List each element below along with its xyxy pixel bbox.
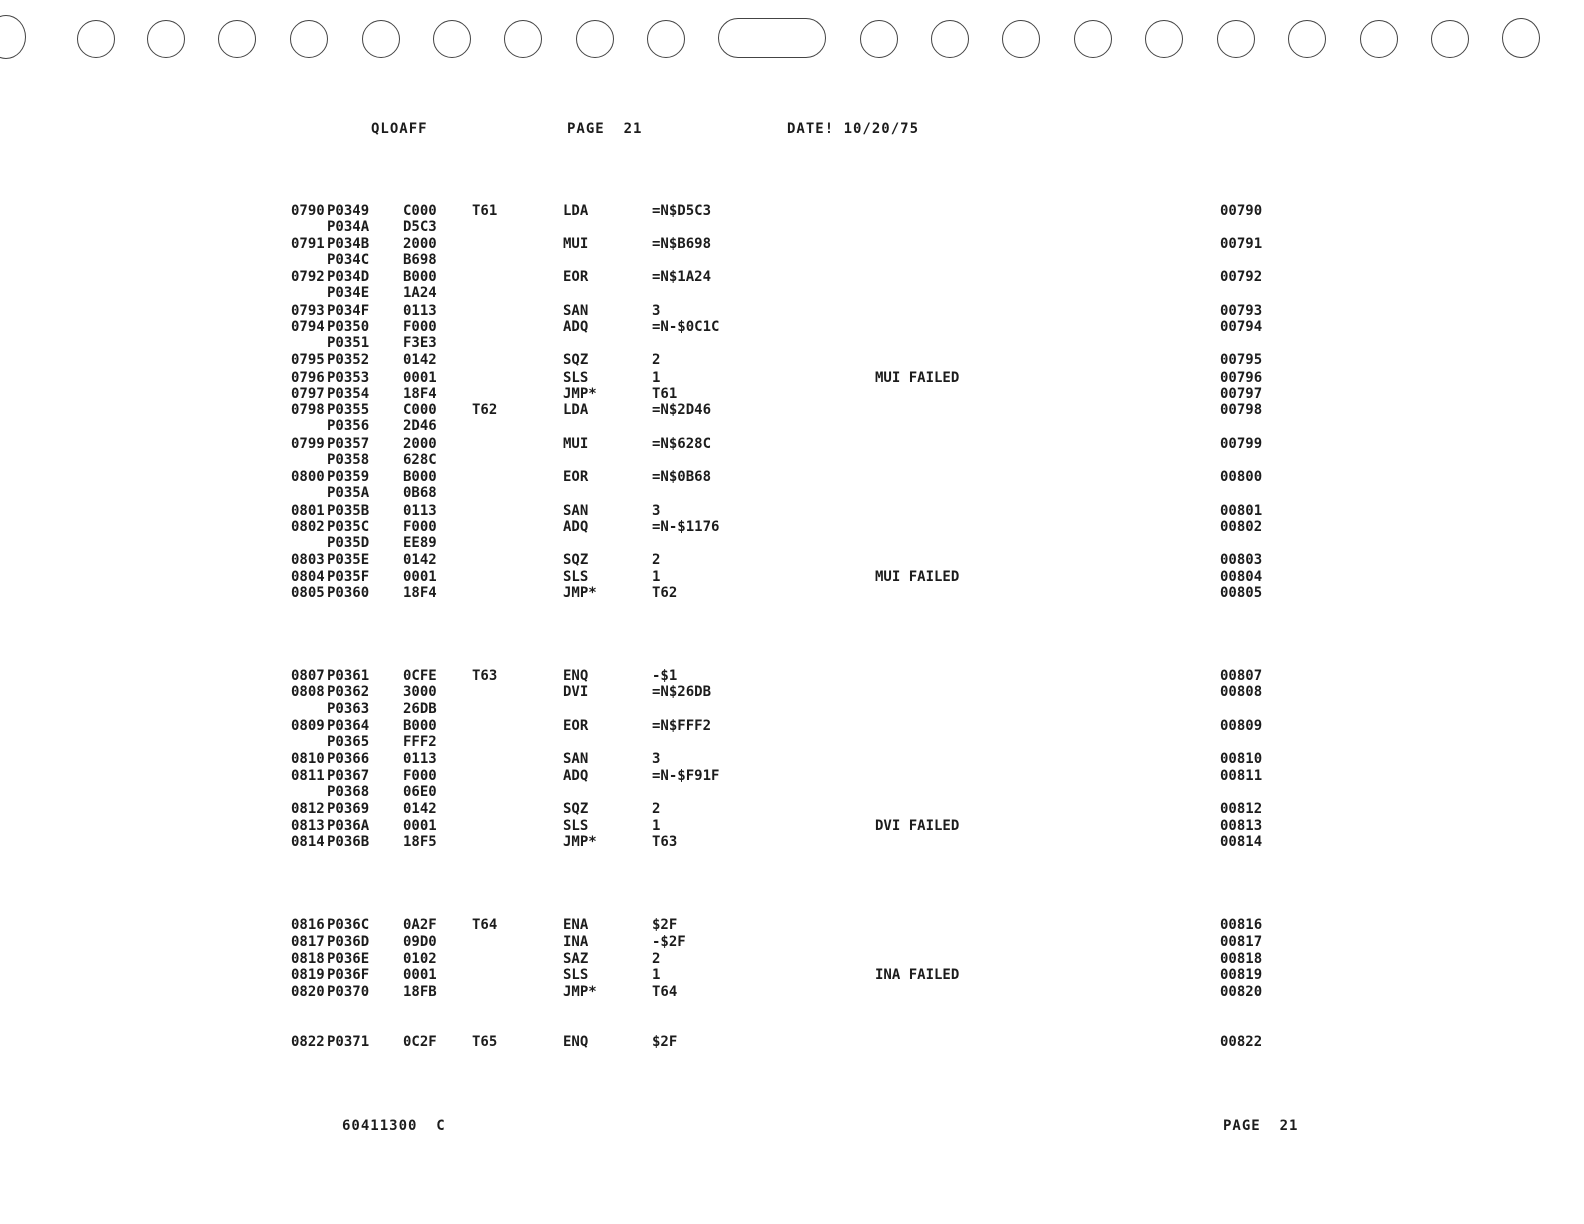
address: P0367: [327, 768, 370, 784]
sequence-number: 00796: [1220, 370, 1263, 386]
object-code: F000: [403, 768, 437, 784]
operand: $2F: [652, 1034, 678, 1050]
operand: 3: [652, 751, 661, 767]
line-number: 0794: [291, 319, 325, 335]
opcode: LDA: [563, 402, 589, 418]
address: P036E: [327, 951, 370, 967]
listing-row: [0, 801, 1584, 817]
line-number: 0814: [291, 834, 325, 850]
line-number: 0790: [291, 203, 325, 219]
operand: 1: [652, 569, 661, 585]
object-code: 0102: [403, 951, 437, 967]
opcode: JMP*: [563, 834, 597, 850]
address: P0349: [327, 203, 370, 219]
label: T64: [472, 917, 498, 933]
sequence-number: 00800: [1220, 469, 1263, 485]
label: T62: [472, 402, 498, 418]
listing-row: [0, 684, 1584, 700]
object-code: F3E3: [403, 335, 437, 351]
opcode: SLS: [563, 370, 589, 386]
feed-hole-icon: [147, 20, 185, 58]
line-number: 0809: [291, 718, 325, 734]
operand: =N$2D46: [652, 402, 712, 418]
document-number: 60411300 C: [342, 1118, 446, 1134]
listing-row: [0, 418, 1584, 434]
sequence-number: 00801: [1220, 503, 1263, 519]
opcode: SQZ: [563, 552, 589, 568]
opcode: ENQ: [563, 1034, 589, 1050]
address: P0363: [327, 701, 370, 717]
line-number: 0810: [291, 751, 325, 767]
operand: -$2F: [652, 934, 686, 950]
address: P035D: [327, 535, 370, 551]
object-code: F000: [403, 519, 437, 535]
comment: MUI FAILED: [875, 370, 960, 386]
object-code: 26DB: [403, 701, 437, 717]
object-code: 628C: [403, 452, 437, 468]
listing-row: [0, 319, 1584, 335]
object-code: 0C2F: [403, 1034, 437, 1050]
operand: =N-$0C1C: [652, 319, 720, 335]
address: P036D: [327, 934, 370, 950]
line-number: 0799: [291, 436, 325, 452]
address: P0371: [327, 1034, 370, 1050]
address: P0365: [327, 734, 370, 750]
sequence-number: 00792: [1220, 269, 1263, 285]
footer-page-number: PAGE 21: [1223, 1118, 1299, 1134]
object-code: 2000: [403, 236, 437, 252]
line-number: 0793: [291, 303, 325, 319]
listing-row: [0, 1034, 1584, 1050]
operand: T61: [652, 386, 678, 402]
address: P035C: [327, 519, 370, 535]
object-code: 0001: [403, 818, 437, 834]
sequence-number: 00809: [1220, 718, 1263, 734]
address: P0351: [327, 335, 370, 351]
address: P034C: [327, 252, 370, 268]
listing-row: [0, 386, 1584, 402]
operand: 2: [652, 951, 661, 967]
listing-row: [0, 768, 1584, 784]
operand: 2: [652, 552, 661, 568]
listing-row: [0, 452, 1584, 468]
object-code: 0001: [403, 569, 437, 585]
address: P0370: [327, 984, 370, 1000]
sequence-number: 00791: [1220, 236, 1263, 252]
opcode: SAN: [563, 751, 589, 767]
line-number: 0813: [291, 818, 325, 834]
line-number: 0822: [291, 1034, 325, 1050]
listing-row: [0, 485, 1584, 501]
listing-row: [0, 335, 1584, 351]
sequence-number: 00799: [1220, 436, 1263, 452]
object-code: 0CFE: [403, 668, 437, 684]
line-number: 0817: [291, 934, 325, 950]
sequence-number: 00820: [1220, 984, 1263, 1000]
opcode: SLS: [563, 818, 589, 834]
address: P0364: [327, 718, 370, 734]
opcode: SAZ: [563, 951, 589, 967]
listing-row: [0, 269, 1584, 285]
listing-row: [0, 784, 1584, 800]
feed-hole-icon: [0, 15, 26, 59]
tractor-feed-holes: [0, 0, 1584, 80]
object-code: 1A24: [403, 285, 437, 301]
line-number: 0811: [291, 768, 325, 784]
sequence-number: 00793: [1220, 303, 1263, 319]
listing-row: [0, 436, 1584, 452]
comment: MUI FAILED: [875, 569, 960, 585]
operand: 2: [652, 352, 661, 368]
listing-row: [0, 569, 1584, 585]
listing-row: [0, 236, 1584, 252]
feed-hole-icon: [1002, 20, 1040, 58]
address: P036C: [327, 917, 370, 933]
operand: =N-$F91F: [652, 768, 720, 784]
address: P034F: [327, 303, 370, 319]
listing-row: [0, 352, 1584, 368]
opcode: JMP*: [563, 585, 597, 601]
object-code: 0142: [403, 552, 437, 568]
sequence-number: 00812: [1220, 801, 1263, 817]
opcode: ADQ: [563, 319, 589, 335]
object-code: 06E0: [403, 784, 437, 800]
feed-hole-icon: [860, 20, 898, 58]
sequence-number: 00813: [1220, 818, 1263, 834]
address: P0360: [327, 585, 370, 601]
feed-hole-icon: [576, 20, 614, 58]
sequence-number: 00790: [1220, 203, 1263, 219]
operand: =N$26DB: [652, 684, 712, 700]
operand: -$1: [652, 668, 678, 684]
line-number: 0797: [291, 386, 325, 402]
sequence-number: 00795: [1220, 352, 1263, 368]
opcode: SQZ: [563, 801, 589, 817]
listing-row: [0, 219, 1584, 235]
listing-row: [0, 252, 1584, 268]
address: P034E: [327, 285, 370, 301]
operand: T62: [652, 585, 678, 601]
object-code: 2D46: [403, 418, 437, 434]
object-code: B000: [403, 469, 437, 485]
address: P0353: [327, 370, 370, 386]
object-code: 18F4: [403, 386, 437, 402]
opcode: INA: [563, 934, 589, 950]
object-code: 0A2F: [403, 917, 437, 933]
address: P035A: [327, 485, 370, 501]
listing-row: [0, 585, 1584, 601]
address: P036F: [327, 967, 370, 983]
opcode: SLS: [563, 569, 589, 585]
operand: T64: [652, 984, 678, 1000]
line-number: 0819: [291, 967, 325, 983]
opcode: EOR: [563, 718, 589, 734]
line-number: 0791: [291, 236, 325, 252]
label: T61: [472, 203, 498, 219]
object-code: C000: [403, 402, 437, 418]
line-number: 0818: [291, 951, 325, 967]
address: P034A: [327, 219, 370, 235]
object-code: 18FB: [403, 984, 437, 1000]
object-code: B000: [403, 718, 437, 734]
feed-hole-icon: [1502, 18, 1540, 58]
object-code: FFF2: [403, 734, 437, 750]
listing-row: [0, 917, 1584, 933]
operand: =N$D5C3: [652, 203, 712, 219]
sequence-number: 00807: [1220, 668, 1263, 684]
line-number: 0807: [291, 668, 325, 684]
address: P034D: [327, 269, 370, 285]
object-code: 09D0: [403, 934, 437, 950]
address: P035B: [327, 503, 370, 519]
listing-row: [0, 668, 1584, 684]
sequence-number: 00803: [1220, 552, 1263, 568]
address: P035E: [327, 552, 370, 568]
sequence-number: 00811: [1220, 768, 1263, 784]
object-code: 0142: [403, 801, 437, 817]
object-code: C000: [403, 203, 437, 219]
feed-hole-icon: [931, 20, 969, 58]
object-code: 0113: [403, 303, 437, 319]
object-code: B698: [403, 252, 437, 268]
address: P0362: [327, 684, 370, 700]
feed-slot-icon: [718, 18, 826, 58]
line-number: 0812: [291, 801, 325, 817]
line-number: 0800: [291, 469, 325, 485]
program-name: QLOAFF: [371, 121, 428, 137]
listing-row: [0, 834, 1584, 850]
object-code: B000: [403, 269, 437, 285]
listing-row: [0, 734, 1584, 750]
opcode: JMP*: [563, 984, 597, 1000]
sequence-number: 00797: [1220, 386, 1263, 402]
listing-row: [0, 718, 1584, 734]
object-code: 3000: [403, 684, 437, 700]
listing-row: [0, 552, 1584, 568]
opcode: EOR: [563, 269, 589, 285]
object-code: 0B68: [403, 485, 437, 501]
object-code: 2000: [403, 436, 437, 452]
feed-hole-icon: [1431, 20, 1469, 58]
address: P0368: [327, 784, 370, 800]
object-code: 18F5: [403, 834, 437, 850]
listing-row: [0, 469, 1584, 485]
address: P034B: [327, 236, 370, 252]
sequence-number: 00816: [1220, 917, 1263, 933]
sequence-number: 00810: [1220, 751, 1263, 767]
feed-hole-icon: [362, 20, 400, 58]
listing-row: [0, 535, 1584, 551]
object-code: 0113: [403, 751, 437, 767]
operand: 3: [652, 303, 661, 319]
operand: =N$628C: [652, 436, 712, 452]
address: P0350: [327, 319, 370, 335]
operand: 1: [652, 370, 661, 386]
feed-hole-icon: [1288, 20, 1326, 58]
address: P0359: [327, 469, 370, 485]
listing-row: [0, 402, 1584, 418]
feed-hole-icon: [218, 20, 256, 58]
listing-row: [0, 751, 1584, 767]
label: T65: [472, 1034, 498, 1050]
operand: 3: [652, 503, 661, 519]
operand: 1: [652, 818, 661, 834]
header-page-number: PAGE 21: [567, 121, 643, 137]
object-code: EE89: [403, 535, 437, 551]
operand: $2F: [652, 917, 678, 933]
address: P036B: [327, 834, 370, 850]
line-number: 0820: [291, 984, 325, 1000]
opcode: MUI: [563, 436, 589, 452]
opcode: LDA: [563, 203, 589, 219]
line-number: 0795: [291, 352, 325, 368]
line-number: 0805: [291, 585, 325, 601]
object-code: 0001: [403, 370, 437, 386]
comment: INA FAILED: [875, 967, 960, 983]
label: T63: [472, 668, 498, 684]
listing-row: [0, 701, 1584, 717]
feed-hole-icon: [433, 20, 471, 58]
address: P0369: [327, 801, 370, 817]
opcode: EOR: [563, 469, 589, 485]
line-number: 0796: [291, 370, 325, 386]
object-code: 0001: [403, 967, 437, 983]
sequence-number: 00822: [1220, 1034, 1263, 1050]
listing-date: DATE! 10/20/75: [787, 121, 920, 137]
line-number: 0816: [291, 917, 325, 933]
address: P0366: [327, 751, 370, 767]
feed-hole-icon: [647, 20, 685, 58]
operand: 2: [652, 801, 661, 817]
opcode: SLS: [563, 967, 589, 983]
address: P0361: [327, 668, 370, 684]
operand: =N$B698: [652, 236, 712, 252]
sequence-number: 00794: [1220, 319, 1263, 335]
object-code: D5C3: [403, 219, 437, 235]
sequence-number: 00802: [1220, 519, 1263, 535]
opcode: JMP*: [563, 386, 597, 402]
opcode: SAN: [563, 503, 589, 519]
object-code: F000: [403, 319, 437, 335]
operand: T63: [652, 834, 678, 850]
address: P0354: [327, 386, 370, 402]
address: P0356: [327, 418, 370, 434]
line-number: 0798: [291, 402, 325, 418]
operand: =N$FFF2: [652, 718, 712, 734]
listing-row: [0, 370, 1584, 386]
listing-row: [0, 203, 1584, 219]
sequence-number: 00818: [1220, 951, 1263, 967]
listing-row: [0, 818, 1584, 834]
sequence-number: 00817: [1220, 934, 1263, 950]
sequence-number: 00808: [1220, 684, 1263, 700]
address: P0355: [327, 402, 370, 418]
sequence-number: 00819: [1220, 967, 1263, 983]
listing-row: [0, 951, 1584, 967]
sequence-number: 00798: [1220, 402, 1263, 418]
operand: 1: [652, 967, 661, 983]
feed-hole-icon: [290, 20, 328, 58]
opcode: ADQ: [563, 768, 589, 784]
line-number: 0804: [291, 569, 325, 585]
feed-hole-icon: [77, 20, 115, 58]
opcode: MUI: [563, 236, 589, 252]
opcode: SQZ: [563, 352, 589, 368]
listing-row: [0, 503, 1584, 519]
operand: =N$0B68: [652, 469, 712, 485]
feed-hole-icon: [504, 20, 542, 58]
sequence-number: 00804: [1220, 569, 1263, 585]
address: P0357: [327, 436, 370, 452]
feed-hole-icon: [1360, 20, 1398, 58]
object-code: 18F4: [403, 585, 437, 601]
listing-row: [0, 285, 1584, 301]
feed-hole-icon: [1217, 20, 1255, 58]
operand: =N$1A24: [652, 269, 712, 285]
opcode: SAN: [563, 303, 589, 319]
address: P0352: [327, 352, 370, 368]
opcode: ENA: [563, 917, 589, 933]
listing-row: [0, 984, 1584, 1000]
object-code: 0113: [403, 503, 437, 519]
sequence-number: 00805: [1220, 585, 1263, 601]
line-number: 0808: [291, 684, 325, 700]
line-number: 0792: [291, 269, 325, 285]
address: P035F: [327, 569, 370, 585]
opcode: DVI: [563, 684, 589, 700]
line-number: 0803: [291, 552, 325, 568]
opcode: ENQ: [563, 668, 589, 684]
line-number: 0802: [291, 519, 325, 535]
opcode: ADQ: [563, 519, 589, 535]
listing-row: [0, 967, 1584, 983]
comment: DVI FAILED: [875, 818, 960, 834]
operand: =N-$1176: [652, 519, 720, 535]
address: P0358: [327, 452, 370, 468]
listing-row: [0, 934, 1584, 950]
address: P036A: [327, 818, 370, 834]
feed-hole-icon: [1145, 20, 1183, 58]
sequence-number: 00814: [1220, 834, 1263, 850]
object-code: 0142: [403, 352, 437, 368]
feed-hole-icon: [1074, 20, 1112, 58]
line-number: 0801: [291, 503, 325, 519]
listing-row: [0, 519, 1584, 535]
listing-row: [0, 303, 1584, 319]
